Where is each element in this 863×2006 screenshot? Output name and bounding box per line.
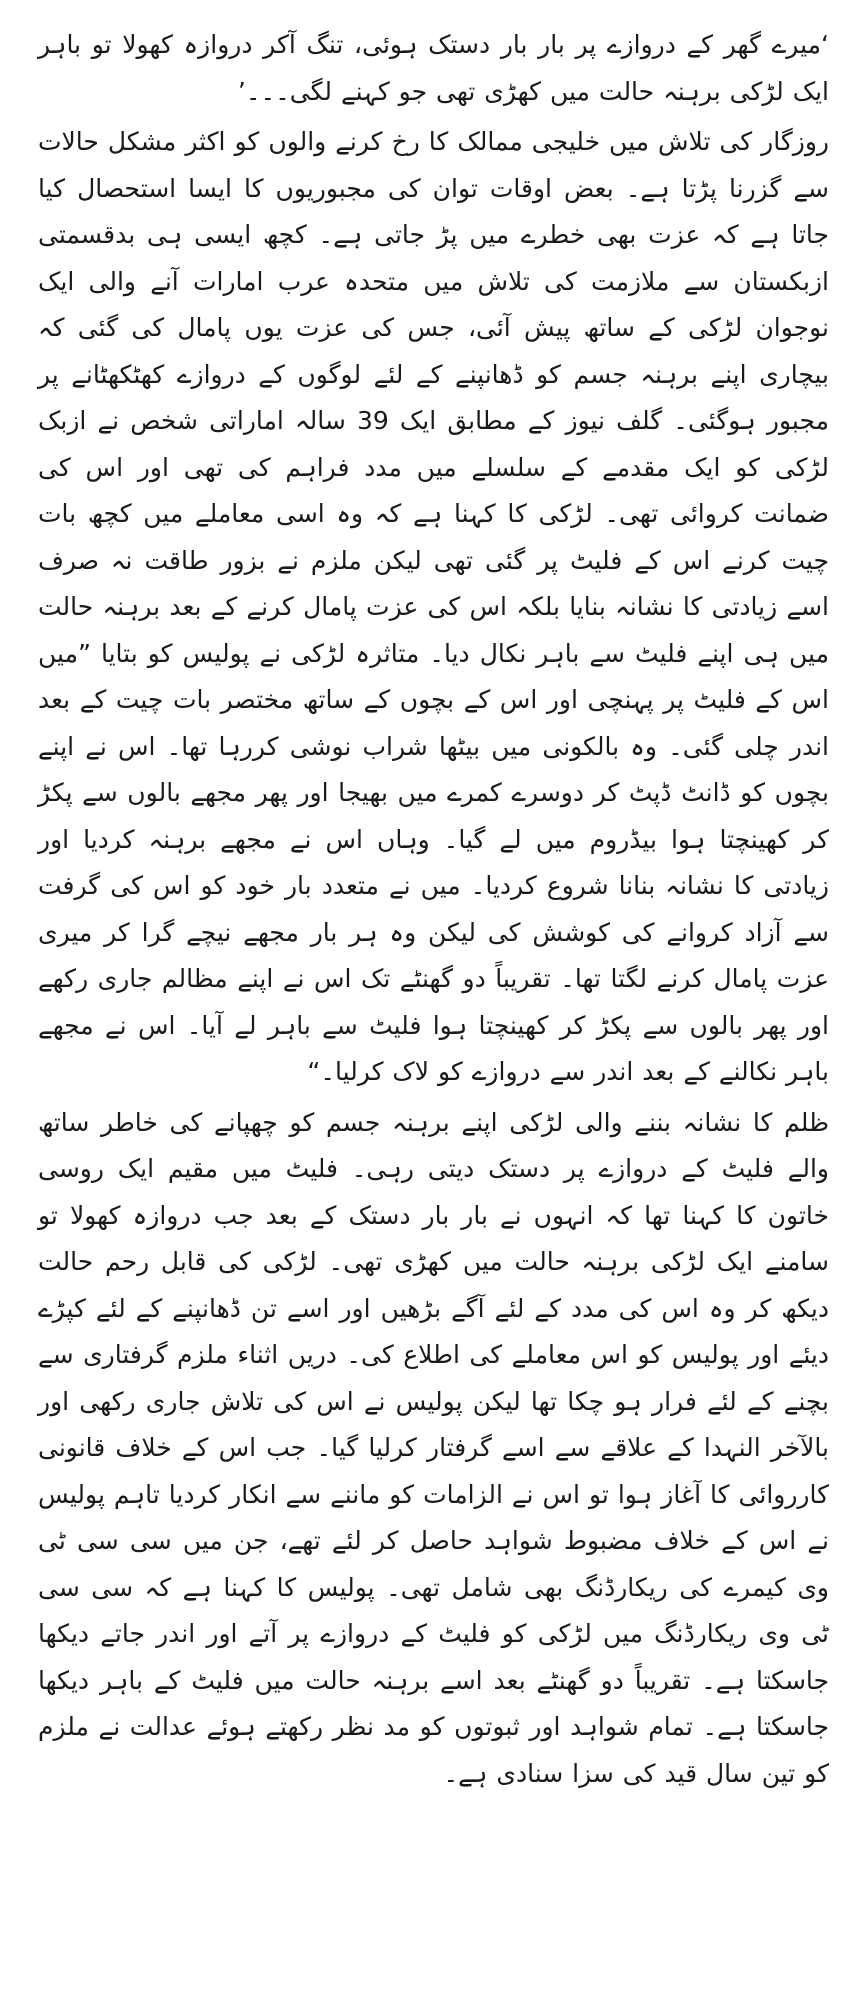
intro-quote-paragraph: ‘میرے گھر کے دروازے پر بار بار دستک ہوئی، تنگ آکر دروازہ کھولا تو باہر ایک لڑکی برہنہ حالت میں کھڑی تھی جو کہنے لگی۔۔۔’ — [38, 30, 829, 106]
body-paragraph-2: ظلم کا نشانہ بننے والی لڑکی اپنے برہنہ جسم کو چھپانے کی خاطر ساتھ والے فلیٹ کے دروازے پر دستک دیتی رہی۔ فلیٹ میں مقیم ایک روسی خاتون کا کہنا تھا کہ انہوں نے بار بار دستک کے بعد جب دروازہ کھولا تو سامنے ایک لڑکی برہنہ حالت میں کھڑی تھی۔ لڑکی کی قابل رحم حالت دیکھ کر وہ اس کی مدد کے لئے آگے بڑھیں اور اسے تن ڈھانپنے کے لئے کپڑے دیئے اور پولیس کو اس معاملے کی اطلاع کی۔ دریں اثناء ملزم گرفتاری سے بچنے کے لئے فرار ہو چکا تھا لیکن پولیس نے اس کی تلاش جاری رکھی اور بالآخر النہدا کے علاقے سے اسے گرفتار کرلیا گیا۔ جب اس کے خلاف قانونی کارروائی کا آغاز ہوا تو اس نے الزامات کو ماننے سے انکار کردیا تاہم پولیس نے اس کے خلاف مضبوط شواہد حاصل کر لئے تھے، جن میں سی سی ٹی وی کیمرے کی ریکارڈنگ بھی شامل تھی۔ پولیس کا کہنا ہے کہ سی سی ٹی وی ریکارڈنگ میں لڑکی کو فلیٹ کے دروازے پر آتے اور اندر جاتے دیکھا جاسکتا ہے۔ تقریباً دو گھنٹے بعد اسے برہنہ حالت میں فلیٹ کے باہر دیکھا جاسکتا ہے۔ تمام شواہد اور ثبوتوں کو مد نظر رکھتے ہوئے عدالت نے ملزم کو تین سال قید کی سزا سنادی ہے۔ — [38, 1107, 829, 1788]
body-paragraph-1: روزگار کی تلاش میں خلیجی ممالک کا رخ کرنے والوں کو اکثر مشکل حالات سے گزرنا پڑتا ہے۔ بعض اوقات توان کی مجبوریوں کا ایسا استحصال کیا جاتا ہے کہ عزت بھی خطرے میں پڑ جاتی ہے۔ کچھ ایسی ہی بدقسمتی ازبکستان سے ملازمت کی تلاش میں متحدہ عرب امارات آنے والی ایک نوجوان لڑکی کے ساتھ پیش آئی، جس کی عزت یوں پامال کی گئی کہ بیچاری اپنے برہنہ جسم کو ڈھانپنے کے لئے لوگوں کے دروازے کھٹکھٹانے پر مجبور ہوگئی۔ گلف نیوز کے مطابق ایک 39 سالہ اماراتی شخص نے ازبک لڑکی کو ایک مقدمے کے سلسلے میں مدد فراہم کی تھی اور اس کی ضمانت کروائی تھی۔ لڑکی کا کہنا ہے کہ وہ اسی معاملے میں کچھ بات چیت کرنے اس کے فلیٹ پر گئی تھی لیکن ملزم نے بزور طاقت نہ صرف اسے زیادتی کا نشانہ بنایا بلکہ اس کی عزت پامال کرنے کے بعد برہنہ حالت میں ہی اپنے فلیٹ سے باہر نکال دیا۔ متاثرہ لڑکی نے پولیس کو بتایا ”میں اس کے فلیٹ پر پہنچی اور اس کے بچوں کے ساتھ مختصر بات چیت کے بعد اندر چلی گئی۔ وہ بالکونی میں بیٹھا شراب نوشی کررہا تھا۔ اس نے اپنے بچوں کو ڈانٹ ڈپٹ کر دوسرے کمرے میں بھیجا اور پھر مجھے بالوں سے پکڑ کر کھینچتا ہوا بیڈروم میں لے گیا۔ وہاں اس نے مجھے برہنہ کردیا اور زیادتی کا نشانہ بنانا شروع کردیا۔ میں نے متعدد بار خود کو اس کی گرفت سے آزاد کروانے کی کوشش کی لیکن وہ ہر بار مجھے نیچے گرا کر میری عزت پامال کرنے لگتا تھا۔ تقریباً دو گھنٹے تک اس نے اپنے مظالم جاری رکھے اور پھر بالوں سے پکڑ کر کھینچتا ہوا فلیٹ سے باہر لے آیا۔ اس نے مجھے باہر نکالنے کے بعد اندر سے دروازے کو لاک کرلیا۔“ — [38, 127, 829, 1086]
